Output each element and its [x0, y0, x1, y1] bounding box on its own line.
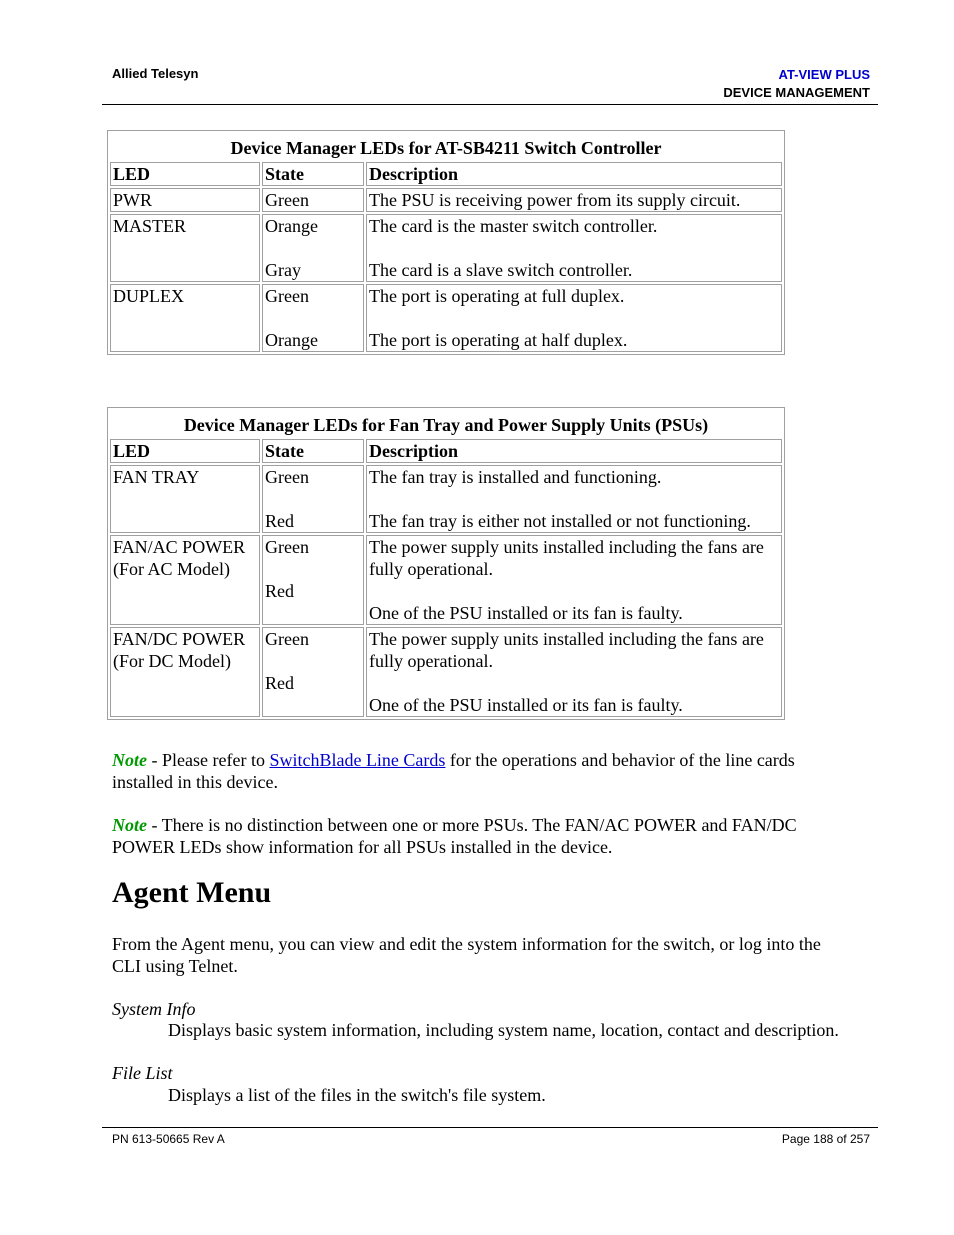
- header-product: AT-VIEW PLUS: [778, 67, 870, 82]
- state-value: Green: [265, 629, 309, 649]
- cell-description: [366, 535, 782, 625]
- state-value: Gray: [265, 260, 301, 280]
- led-name: FAN/DC POWER: [113, 629, 246, 649]
- cell-state: [262, 465, 364, 533]
- cell-led: DUPLEX: [110, 284, 260, 352]
- state-value: Orange: [265, 216, 318, 236]
- footer-part-number: PN 613-50665 Rev A: [112, 1132, 225, 1146]
- cell-description: [366, 465, 782, 533]
- state-value: Green: [265, 537, 309, 557]
- description-text: The power supply units installed including the fans are fully operational.: [369, 629, 764, 671]
- cell-description: The PSU is receiving power from its supply circuit.: [366, 188, 782, 212]
- led-model: (For AC Model): [113, 559, 230, 579]
- cell-state: [262, 214, 364, 282]
- cell-led: MASTER: [110, 214, 260, 282]
- description-text: One of the PSU installed or its fan is faulty.: [369, 695, 683, 715]
- description-text: The power supply units installed including the fans are fully operational.: [369, 537, 764, 579]
- note-text: for the operations and behavior of the line cards installed in this device.: [112, 750, 795, 792]
- state-value: Red: [265, 581, 294, 601]
- table-row: [110, 284, 782, 352]
- header-section: DEVICE MANAGEMENT: [723, 85, 870, 100]
- led-model: (For DC Model): [113, 651, 231, 671]
- state-value: Orange: [265, 330, 318, 350]
- header-rule: [102, 104, 878, 105]
- cell-description: [366, 627, 782, 717]
- column-header-led: LED: [110, 162, 260, 186]
- cell-state: Green: [262, 188, 364, 212]
- led-name: FAN/AC POWER: [113, 537, 246, 557]
- description-text: The fan tray is either not installed or not functioning.: [369, 511, 751, 531]
- table-title: Device Manager LEDs for AT-SB4211 Switch Controller: [230, 138, 662, 158]
- cell-description: [366, 214, 782, 282]
- cell-led: [110, 627, 260, 717]
- term-file-list: File List: [112, 1063, 173, 1083]
- note-psu: [112, 814, 852, 858]
- column-header-description: Description: [366, 439, 782, 463]
- note-text: - Please refer to: [147, 750, 270, 770]
- agent-intro: From the Agent menu, you can view and edit the system information for the switch, or log into the CLI using Telnet.: [112, 934, 821, 976]
- header-company: Allied Telesyn: [112, 66, 199, 81]
- table-switch-controller-leds: [107, 130, 785, 355]
- definition-system-info: Displays basic system information, including system name, location, contact and description.: [168, 1020, 839, 1040]
- cell-led: FAN TRAY: [110, 465, 260, 533]
- state-value: Red: [265, 511, 294, 531]
- agent-menu-heading: Agent Menu: [112, 876, 272, 909]
- cell-led: [110, 535, 260, 625]
- table-fan-psu-leds: [107, 407, 785, 720]
- table-row: [110, 535, 782, 625]
- column-header-led: LED: [110, 439, 260, 463]
- note-text: - There is no distinction between one or more PSUs. The FAN/AC POWER and FAN/DC POWER LEDs show information for all PSUs installed in the device.: [112, 815, 797, 857]
- state-value: Green: [265, 286, 309, 306]
- column-header-state: State: [262, 439, 364, 463]
- cell-description: [366, 284, 782, 352]
- note-label: Note: [112, 815, 147, 835]
- description-text: The card is a slave switch controller.: [369, 260, 633, 280]
- note-label: Note: [112, 750, 147, 770]
- cell-state: [262, 535, 364, 625]
- switchblade-line-cards-link[interactable]: SwitchBlade Line Cards: [269, 750, 446, 770]
- description-text: The card is the master switch controller.: [369, 216, 658, 236]
- cell-led: PWR: [110, 188, 260, 212]
- footer-rule: [102, 1127, 878, 1128]
- cell-state: [262, 627, 364, 717]
- definition-file-list: Displays a list of the files in the switch's file system.: [168, 1085, 546, 1105]
- note-line-cards: [112, 749, 852, 793]
- state-value: Green: [265, 467, 309, 487]
- description-text: The port is operating at full duplex.: [369, 286, 625, 306]
- table-title: Device Manager LEDs for Fan Tray and Power Supply Units (PSUs): [183, 415, 709, 435]
- table-row: [110, 188, 782, 212]
- header-right: [723, 66, 870, 102]
- table-row: [110, 214, 782, 282]
- cell-state: [262, 284, 364, 352]
- column-header-state: State: [262, 162, 364, 186]
- state-value: Red: [265, 673, 294, 693]
- table-row: [110, 465, 782, 533]
- table-row: [110, 627, 782, 717]
- footer-page-number: Page 188 of 257: [781, 1132, 870, 1146]
- description-text: One of the PSU installed or its fan is faulty.: [369, 603, 683, 623]
- term-system-info: System Info: [112, 999, 196, 1019]
- column-header-description: Description: [366, 162, 782, 186]
- description-text: The fan tray is installed and functioning.: [369, 467, 662, 487]
- description-text: The port is operating at half duplex.: [369, 330, 628, 350]
